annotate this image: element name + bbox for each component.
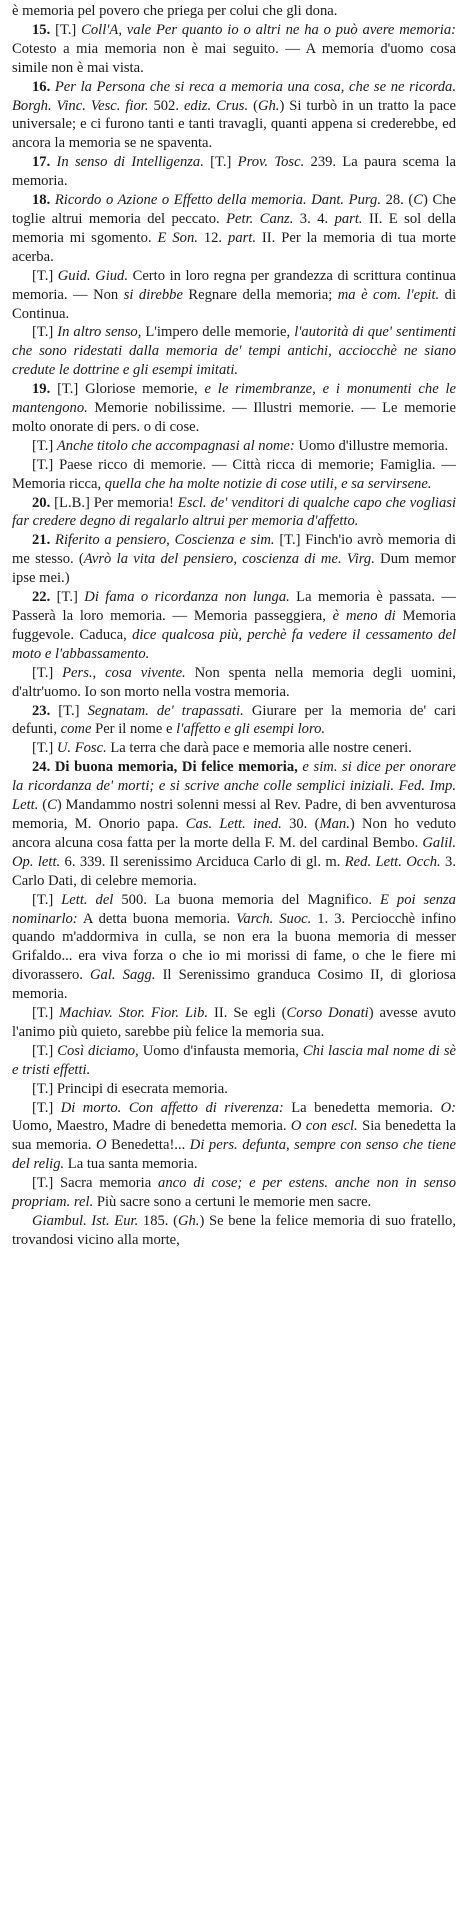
bold-text: 21. [32,532,56,549]
text-run: ( [38,797,48,814]
dictionary-paragraph [12,664,456,702]
dictionary-paragraph [12,1174,456,1212]
text-run: ) Mandammo nostri solenni messi al Rev. Padre, di ben avventurosa memoria, M. Onorio papa. [12,797,457,832]
italic-text: Di morto. Con affetto di riverenza: [60,1099,284,1116]
italic-text: part. [228,229,256,246]
italic-text: Gh. [257,97,280,114]
italic-text: O con escl. [290,1118,358,1135]
text-run: ) avesse avuto l'animo più quieto, sarebbe più felice la memoria sua. [12,1005,456,1040]
italic-text: E poi senza nominarlo: [12,891,456,927]
italic-text: Di pers. defunta, sempre con senso che tiene del relig. [12,1137,456,1173]
text-run: 239. La paura scema la memoria. [12,154,457,190]
text-run: A detta buona memoria. [77,910,237,927]
dictionary-paragraph [12,21,456,78]
dictionary-paragraph [12,588,456,664]
text-run: La tua santa memoria. [64,1156,198,1173]
bold-text: 18. [32,192,55,209]
text-run: [T.] Principi di esecrata memoria. [32,1080,228,1097]
italic-text: In altro senso, [57,324,142,341]
text-run: Memoria fuggevole. Caduca, [12,608,456,643]
italic-text: Avrò la vita del pensiero, coscienza di me. Virg. [83,551,375,568]
italic-text: Corso Donati [286,1005,369,1022]
italic-text: Galil. Op. lett. [12,834,456,870]
text-run: Giurare per la memoria de' cari defunti, [12,702,457,738]
text-run: ) Si turbò in un tratto la pace universale; e ci furono tanti e tanti travagli, quanti appena si crederebbe, ed ancora la memoria se ne spaventa. [12,97,456,152]
dictionary-paragraph [12,1042,456,1080]
italic-text: Lett. del [61,891,114,908]
italic-text: Così diciamo, [57,1042,139,1059]
dictionary-paragraph [12,739,456,758]
bold-text: Di buona memoria, Di felice memoria, [54,759,298,776]
text-run: [T.] [32,267,58,284]
text-run: [T.] [55,21,82,38]
bold-text: 16. [32,78,55,95]
text-run: Uomo, Maestro, Madre di benedetta memoria. [12,1118,291,1135]
italic-text: Riferito a pensiero, Coscienza e sim. [55,532,275,549]
text-run: [T.] [32,1042,58,1059]
italic-text: come [60,721,92,738]
text-run: [T.] Paese ricco di memorie. — Città ricca di memorie; Famiglia. — Memoria ricca, [12,456,456,492]
text-run: [T.] [32,664,63,681]
text-run: di Continua. [12,286,456,322]
italic-text: e le rimembranze, e i monumenti che le mantengono. [12,381,457,417]
bold-text: 19. [32,381,58,398]
text-run: [T.] [58,702,88,719]
text-run: [T.] [32,1099,61,1116]
text-run: Certo in loro regna per grandezza di scrittura continua memoria. — Non [12,267,456,303]
italic-text: è meno di [332,608,396,624]
text-run: Uomo d'illustre memoria. [294,437,449,454]
italic-text: e sim. si dice per onorare la ricordanza de' morti; e si scrive anche colle semplici iniziali. Fed. Imp. Lett. [12,759,457,814]
dictionary-paragraph [12,191,456,267]
italic-text: O [96,1137,107,1154]
text-run: Cotesto a mia memoria non è mai seguito. — A memoria d'uomo cosa simile non è mai vista. [12,40,456,76]
dictionary-paragraph [12,437,456,456]
italic-text: dice qualcosa più, perchè fa vedere il cessamento del moto e l'abbassamento. [12,626,456,662]
bold-text: 22. [32,589,57,606]
italic-text: ediz. Crus. [183,97,249,114]
italic-text: Gh. [177,1213,200,1229]
italic-text: Giambul. Ist. Eur. [32,1213,139,1229]
text-run: ) Se bene la felice memoria di suo fratello, trovandosi vicino alla morte, [12,1213,457,1248]
bold-text: 15. [32,21,56,38]
text-run: Uomo d'infausta memoria, [138,1042,303,1059]
italic-text: O: [440,1099,456,1116]
italic-text: Chi lascia mal nome di sè e tristi effetti. [12,1042,456,1078]
text-run: 502. [148,97,184,114]
italic-text: l'autorità di que' sentimenti che sono ridestati dalla memoria de' tempi antichi, acciocchè ne siano credute le dottrine e gli esempi imitati. [12,324,456,379]
dictionary-paragraph [12,1212,456,1250]
dictionary-paragraph [12,891,456,1004]
text-run: 30. ( [281,815,320,832]
text-run: La benedetta memoria. [283,1099,441,1116]
text-run: è memoria pel povero che priega per colui che gli dona. [12,3,338,19]
bold-text: 24. [32,759,55,776]
italic-text: C [413,192,424,209]
italic-text: Escl. de' venditori di qualche capo che vogliasi far credere degno di regalarlo altrui per memoria d'affetto. [12,494,457,530]
bold-text: 20. [32,494,55,511]
dictionary-paragraph [12,1080,456,1099]
text-run: [T.] [32,437,57,454]
text-run: [T.] Sacra memoria [32,1175,159,1192]
bold-text: 23. [32,702,59,719]
text-run: Il Serenissimo granduca Cosimo II, di gloriosa memoria. [12,967,456,1003]
dictionary-paragraph [12,153,456,191]
text-run: ) Non ho veduto ancora alcuna cosa fatta per la morte della F. M. del cardinal Bembo. [12,815,456,851]
dictionary-paragraph [12,267,456,324]
italic-text: ma è com. l'epit. [337,286,440,303]
text-run: La memoria è passata. — Passerà la loro memoria. — Memoria passeggiera, [12,589,456,624]
dictionary-paragraph [12,1004,456,1042]
text-run: [T.] Gloriose memorie, [57,381,205,398]
text-run: [T.] [203,154,238,171]
italic-text: Machiav. Stor. Fior. Lib. [59,1005,209,1022]
italic-text: Guid. Giud. [57,267,129,284]
italic-text: Di fama o ricordanza non lunga. [84,589,290,606]
italic-text: Coll'A, vale Per quanto io o altri ne ha o può avere memoria: [81,21,456,38]
dictionary-paragraph [12,1099,456,1175]
italic-text: Prov. Tosc. [237,154,305,171]
italic-text: part. [334,210,363,227]
text-run: La terra che darà pace e memoria alle nostre ceneri. [106,740,412,757]
italic-text: Varch. Suoc. [236,910,312,927]
text-run: Per il nome e [91,721,177,738]
text-run: 28. ( [380,192,414,209]
text-run: [T.] [32,324,58,341]
text-run: ) Che toglie altrui memoria del peccato. [12,192,456,227]
dictionary-paragraph [12,494,456,532]
italic-text: Petr. Canz. [226,210,294,227]
text-run: Dum memor ipse mei.) [12,551,456,587]
italic-text: anco di cose; e per estens. anche non in senso propriam. rel. [12,1175,457,1211]
text-run: ( [248,97,258,114]
text-run: [T.] [56,589,85,606]
dictionary-paragraph [12,78,456,154]
dictionary-paragraph [12,531,456,588]
bold-text: 17. [32,154,57,171]
text-run: 185. ( [138,1213,178,1229]
text-run: Non spenta nella memoria degli uomini, d'altr'uomo. Io son morto nella vostra memoria. [12,664,457,700]
italic-text: Red. Lett. Occh. [344,853,441,870]
text-run: 500. La buona memoria del Magnifico. [113,891,380,908]
text-run: Sia benedetta la sua memoria. [12,1118,456,1154]
text-run: [T.] Finch'io avrò memoria di me stesso. ( [12,532,456,568]
text-run: [L.B.] Per memoria! [54,494,178,511]
text-run: Memorie nobilissime. — Illustri memorie. — Le memorie molto onorate di pers. o di cose. [12,400,456,435]
dictionary-paragraph [12,380,456,437]
dictionary-paragraph [12,456,456,494]
italic-text: Segnatam. de' trapassati. [87,702,244,719]
text-run: Benedetta!... [106,1137,190,1154]
italic-text: Cas. Lett. ined. [185,815,282,832]
dictionary-paragraph [12,323,456,380]
italic-text: Anche titolo che accompagnasi al nome: [56,437,295,454]
italic-text: si direbbe [123,286,183,303]
text-run: [T.] [32,891,62,908]
italic-text: Per la Persona che si reca a memoria una cosa, che se ne ricorda. Borgh. Vinc. Vesc. fior. [12,78,456,114]
text-run: 12. [197,229,229,246]
text-run: II. E sol della memoria mi sgomento. [12,210,456,246]
italic-text: quella che ha molte notizie di cose utili, e sa servirsene. [104,475,432,492]
text-run: 1. 3. Perciocchè infino quando m'addormiva in culla, se non era la buona memoria di messer Grifaldo... era viva forza o che io mi morissi di fame, o che le fiere mi divorassero. [12,910,457,984]
text-run: 3. 4. [293,210,335,227]
italic-text: U. Fosc. [56,740,107,757]
italic-text: Ricordo o Azione o Effetto della memoria. Dant. Purg. [54,192,381,209]
italic-text: C [47,797,57,814]
dictionary-paragraph [12,758,456,890]
dictionary-paragraph [12,702,456,740]
italic-text: l'affetto e gli esempi loro. [176,721,326,738]
dictionary-paragraph [12,2,456,21]
italic-text: In senso di Intelligenza. [56,154,204,171]
text-run: 3. Carlo Dati, di celebre memoria. [12,853,456,889]
text-run: Più sacre sono a certuni le memorie men sacre. [93,1194,372,1211]
italic-text: Pers., cosa vivente. [62,664,186,681]
text-run: [T.] [32,740,57,757]
text-run: 6. 339. Il serenissimo Arciduca Carlo di gl. m. [60,853,345,870]
text-run: [T.] [32,1005,60,1022]
text-run: L'impero delle memorie, [141,324,295,341]
italic-text: Man. [319,815,350,832]
italic-text: Gal. Sagg. [90,967,156,984]
text-run: II. Se egli ( [208,1005,287,1022]
italic-text: E Son. [157,229,198,246]
text-run: Regnare della memoria; [182,286,338,303]
text-run: II. Per la memoria di tua morte acerba. [12,229,457,265]
